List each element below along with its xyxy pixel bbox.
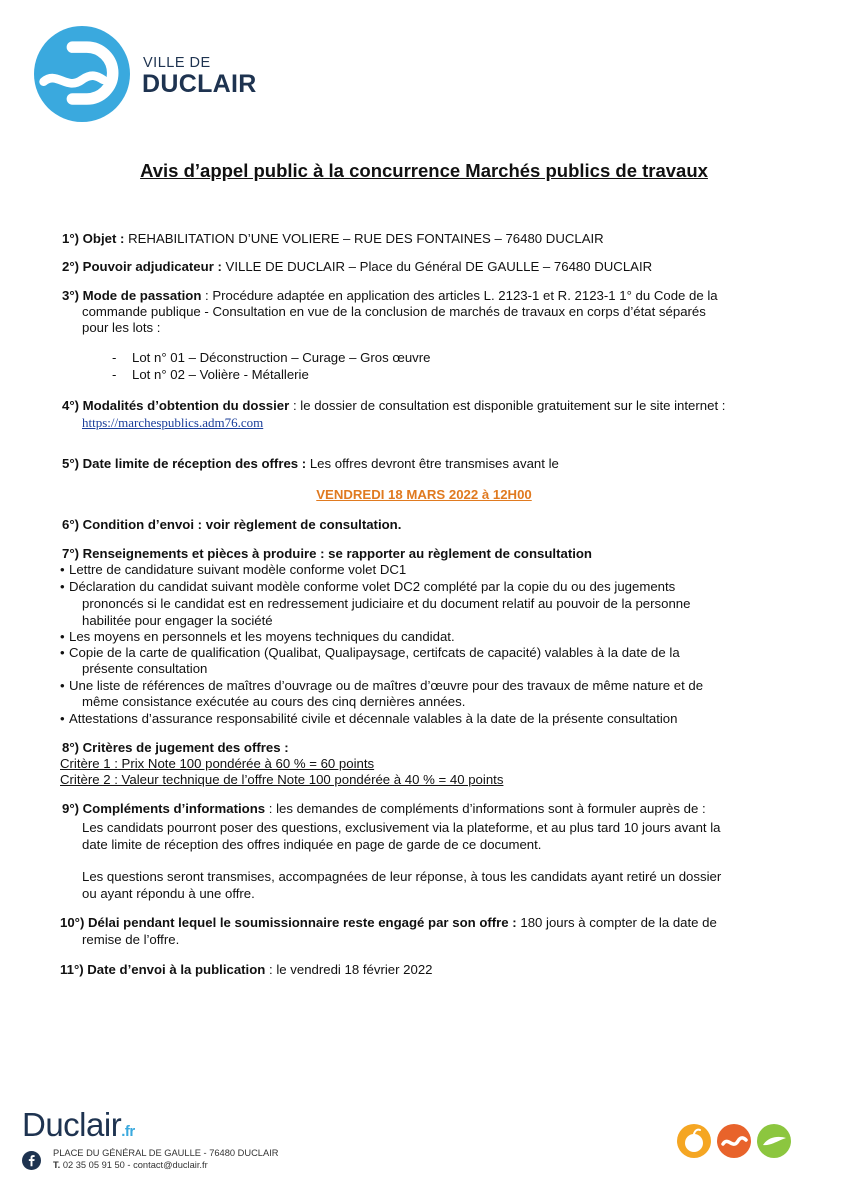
list-item-lot-1: - Lot n° 01 – Déconstruction – Curage – Gros œuvre xyxy=(112,350,431,365)
list-item-piece-cont: prononcés si le candidat est en redressement judiciaire et du document relatif au pouvoir de la personne xyxy=(82,596,691,611)
section-pouvoir-text: VILLE DE DUCLAIR – Place du Général DE GAULLE – 76480 DUCLAIR xyxy=(221,259,653,274)
logo-duclair: DUCLAIR xyxy=(142,70,257,98)
section-delai-label: 10°) Délai pendant lequel le soumissionnaire reste engagé par son offre : xyxy=(60,915,517,930)
section-objet-text: REHABILITATION D’UNE VOLIERE – RUE DES FONTAINES – 76480 DUCLAIR xyxy=(124,231,604,246)
section-mode-label: 3°) Mode de passation xyxy=(62,288,202,303)
critere-2: Critère 2 : Valeur technique de l’offre Note 100 pondérée à 40 % = 40 points xyxy=(60,772,504,787)
section-mode-passation xyxy=(62,288,782,305)
critere-1: Critère 1 : Prix Note 100 pondérée à 60 % = 60 points xyxy=(60,756,375,771)
footer-brand: Duclair.fr xyxy=(22,1106,135,1143)
logo-ville-de: VILLE DE xyxy=(143,55,211,71)
section-date-text: Les offres devront être transmises avant le xyxy=(306,456,559,471)
section-envoi-label: 11°) Date d’envoi à la publication xyxy=(60,962,266,977)
section-objet-label: 1°) Objet : xyxy=(62,231,125,246)
section-mode-line3: pour les lots : xyxy=(82,320,161,335)
section-complements-line1: : les demandes de compléments d’informations sont à formuler auprès de : xyxy=(265,801,706,816)
wave-icon xyxy=(717,1124,751,1158)
section-renseignements-label: 7°) Renseignements et pièces à produire : se rapporter au règlement de consultation xyxy=(62,546,592,561)
section-complements-line5: ou ayant répondu à une offre. xyxy=(82,886,255,901)
section-date-limite xyxy=(62,456,782,473)
section-dossier-label: 4°) Modalités d’obtention du dossier xyxy=(62,398,290,413)
leaf-icon xyxy=(757,1124,791,1158)
section-delai xyxy=(60,915,780,932)
list-item-piece: • Lettre de candidature suivant modèle conforme volet DC1 xyxy=(60,562,407,577)
duclair-logo-icon xyxy=(34,26,130,122)
list-item-piece-cont: même consistance exécutée au cours des cinq dernières années. xyxy=(82,694,466,709)
facebook-icon[interactable] xyxy=(22,1151,41,1170)
section-criteres-label: 8°) Critères de jugement des offres : xyxy=(62,740,289,755)
section-dossier xyxy=(62,398,782,415)
section-delai-line1: 180 jours à compter de la date de xyxy=(516,915,717,930)
section-complements-line2: Les candidats pourront poser des questions, exclusivement via la plateforme, et au plus tard 10 jours avant la xyxy=(82,820,721,835)
list-item-piece-cont: présente consultation xyxy=(82,661,208,676)
deadline-date: VENDREDI 18 MARS 2022 à 12H00 xyxy=(316,487,532,502)
page-title: Avis d’appel public à la concurrence Marchés publics de travaux xyxy=(140,160,708,181)
section-mode-line1: : Procédure adaptée en application des articles L. 2123-1 et R. 2123-1 1° du Code de la xyxy=(201,288,718,303)
footer-address: PLACE DU GÉNÉRAL DE GAULLE - 76480 DUCLAIR xyxy=(53,1148,279,1158)
list-item-piece: • Déclaration du candidat suivant modèle conforme volet DC2 complété par la copie du ou des jugements xyxy=(60,579,676,594)
section-complements-label: 9°) Compléments d’informations xyxy=(62,801,266,816)
list-item-piece: • Les moyens en personnels et les moyens techniques du candidat. xyxy=(60,629,455,644)
section-complements xyxy=(62,801,782,818)
list-item-piece-cont: habilitée pour engager la société xyxy=(82,613,273,628)
section-objet xyxy=(62,231,782,248)
list-item-piece: • Attestations d’assurance responsabilité civile et décennale valables à la date de la présente consultation xyxy=(60,711,678,726)
section-date-envoi xyxy=(60,962,780,979)
list-item-piece: • Copie de la carte de qualification (Qualibat, Qualipaysage, certifcats de capacité) valables à la date de la xyxy=(60,645,680,660)
orange-fruit-icon xyxy=(677,1124,711,1158)
section-complements-line4: Les questions seront transmises, accompagnées de leur réponse, à tous les candidats ayant retiré un dossier xyxy=(82,869,722,884)
section-pouvoir xyxy=(62,259,782,276)
section-condition-envoi: 6°) Condition d’envoi : voir règlement de consultation. xyxy=(62,517,402,532)
footer-contact: T. 02 35 05 91 50 - contact@duclair.fr xyxy=(53,1160,208,1170)
section-pouvoir-label: 2°) Pouvoir adjudicateur : xyxy=(62,259,222,274)
section-date-label: 5°) Date limite de réception des offres : xyxy=(62,456,307,471)
section-complements-line3: date limite de réception des offres indiquée en page de garde de ce document. xyxy=(82,837,542,852)
dossier-link[interactable]: https://marchespublics.adm76.com xyxy=(82,415,264,430)
section-mode-line2: commande publique - Consultation en vue de la conclusion de marchés de travaux en corps d’état séparés xyxy=(82,304,706,319)
list-item-lot-2: - Lot n° 02 – Volière - Métallerie xyxy=(112,367,309,382)
footer-address-block xyxy=(53,1147,278,1171)
list-item-piece: • Une liste de références de maîtres d’ouvrage ou de maîtres d’œuvre pour des travaux de même nature et de xyxy=(60,678,704,693)
section-delai-line2: remise de l’offre. xyxy=(82,932,180,947)
section-dossier-text: : le dossier de consultation est disponible gratuitement sur le site internet : xyxy=(289,398,726,413)
section-envoi-text: : le vendredi 18 février 2022 xyxy=(265,962,433,977)
